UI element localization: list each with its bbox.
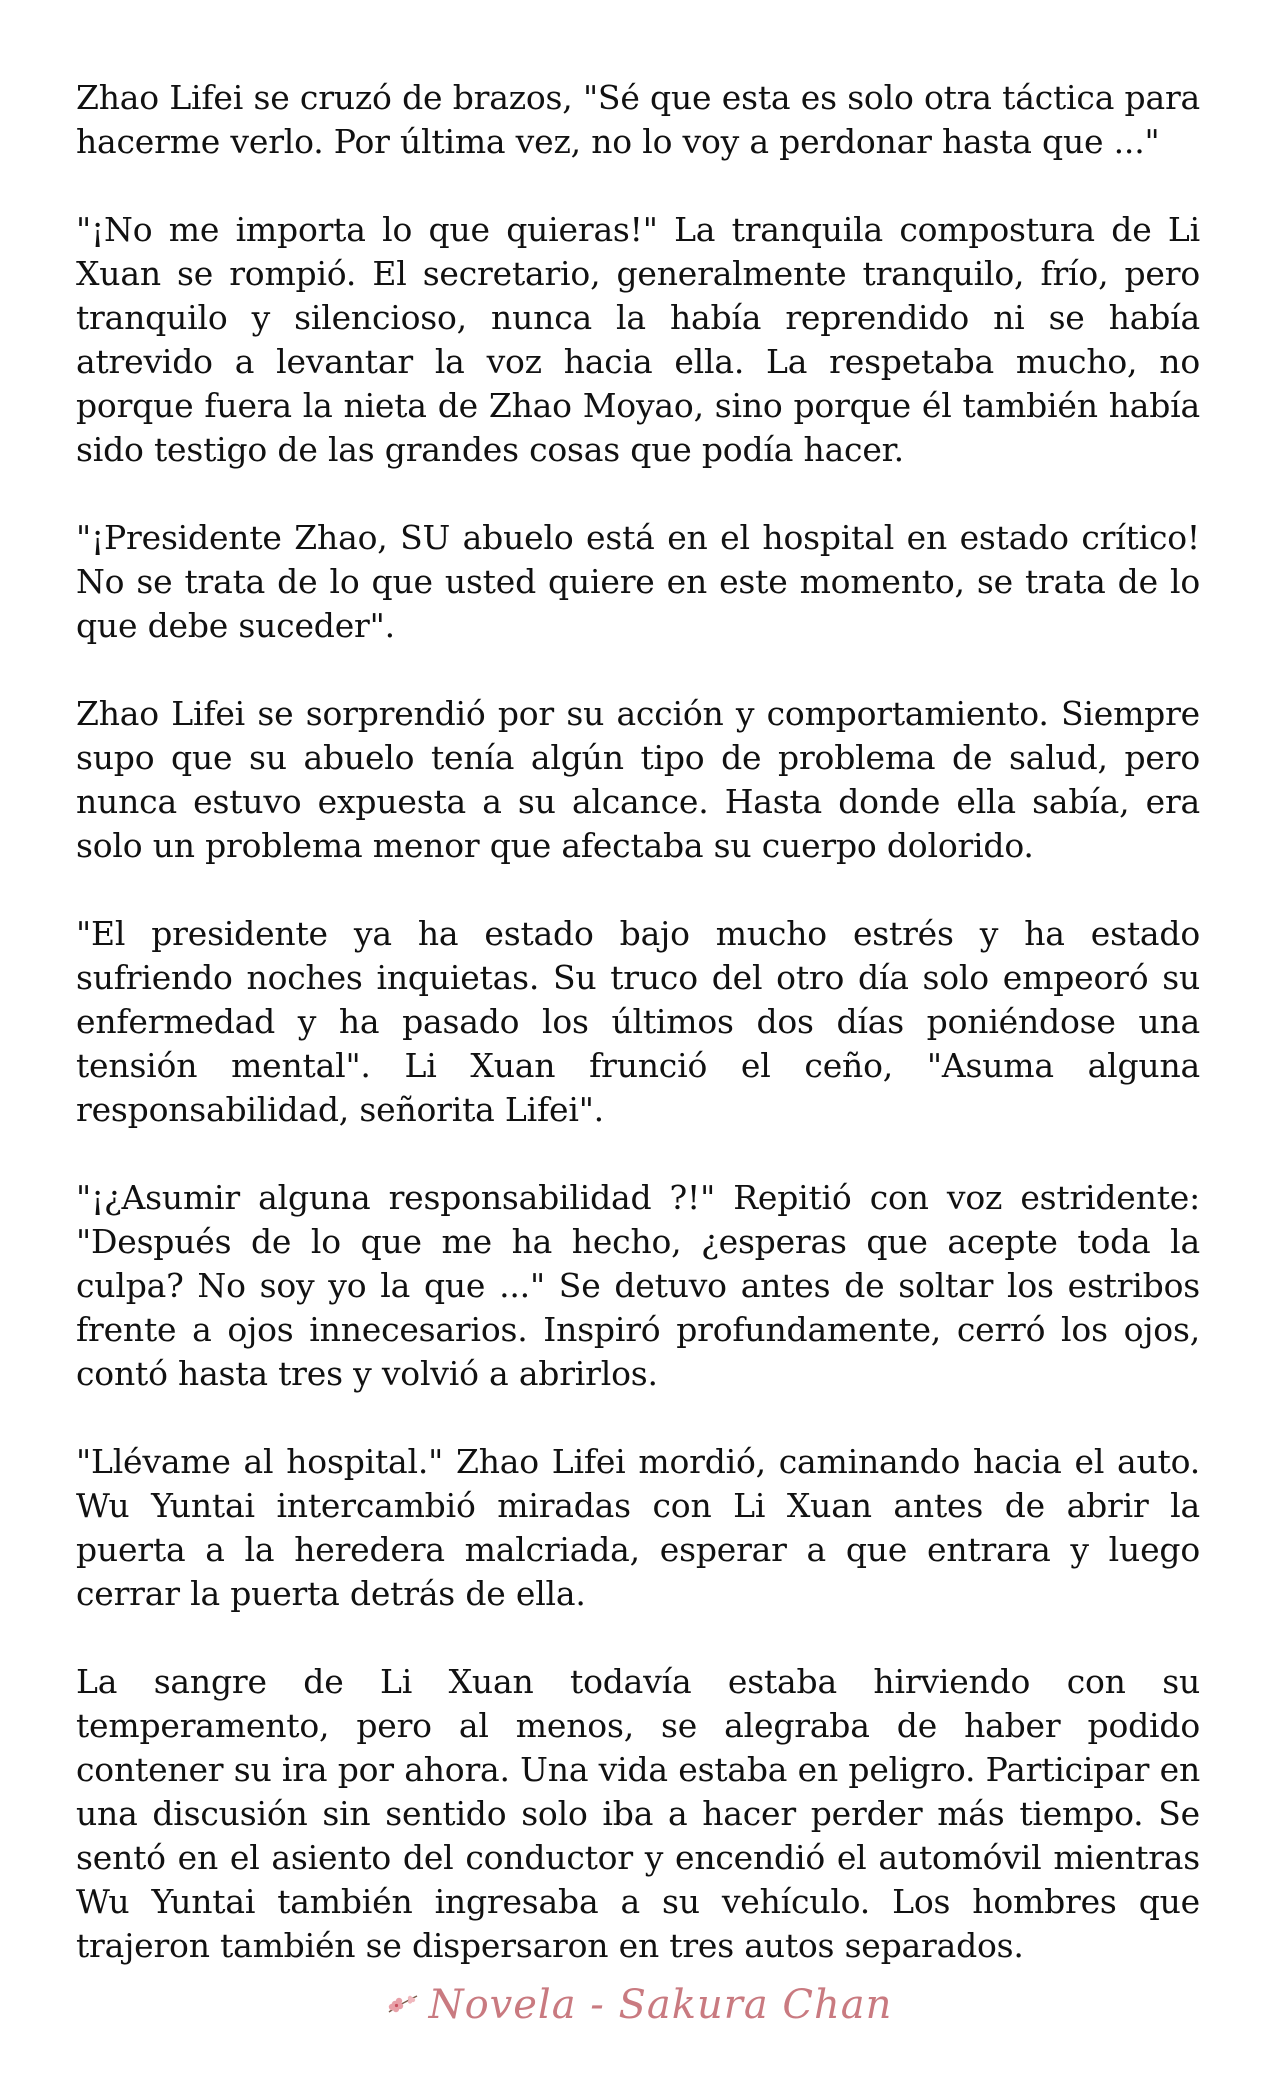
brand-label: Novela - Sakura Chan [428, 1982, 893, 2028]
paragraph: Zhao Lifei se cruzó de brazos, "Sé que esta es solo otra táctica para hacerme verlo. Por última vez, no lo voy a perdonar hasta que ..." [76, 78, 1200, 161]
paragraph: Zhao Lifei se sorprendió por su acción y comportamiento. Siempre supo que su abuelo tenía algún tipo de problema de salud, pero nunca estuvo expuesta a su alcance. Hasta donde ella sabía, era solo un problema menor que afectaba su cuerpo dolorido. [76, 694, 1200, 865]
paragraph: "El presidente ya ha estado bajo mucho estrés y ha estado sufriendo noches inquietas. Su truco del otro día solo empeoró su enfermedad y ha pasado los últimos dos días poniéndose una tensión mental". Li Xuan frunció el ceño, "Asuma alguna responsabilidad, señorita Lifei". [76, 914, 1200, 1129]
sakura-flower-icon [383, 1990, 421, 2020]
footer-brand-group [383, 1982, 893, 2028]
footer-watermark [0, 1982, 1275, 2028]
paragraph: La sangre de Li Xuan todavía estaba hirviendo con su temperamento, pero al menos, se alegraba de haber podido contener su ira por ahora. Una vida estaba en peligro. Participar en una discusión sin sentido solo iba a hacer perder más tiempo. Se sentó en el asiento del conductor y encendió el automóvil mientras Wu Yuntai también ingresaba a su vehículo. Los hombres que trajeron también se dispersaron en tres autos separados. [76, 1662, 1200, 1965]
document-body [76, 76, 1200, 2012]
paragraph: "¡Presidente Zhao, SU abuelo está en el hospital en estado crítico! No se trata de lo que usted quiere en este momento, se trata de lo que debe suceder". [76, 518, 1200, 645]
paragraph: "¡¿Asumir alguna responsabilidad ?!" Repitió con voz estridente: "Después de lo que me ha hecho, ¿esperas que acepte toda la culpa? No soy yo la que ..." Se detuvo antes de soltar los estribos frente a ojos innecesarios. Inspiró profundamente, cerró los ojos, contó hasta tres y volvió a abrirlos. [76, 1178, 1200, 1393]
paragraph: "¡No me importa lo que quieras!" La tranquila compostura de Li Xuan se rompió. El secretario, generalmente tranquilo, frío, pero tranquilo y silencioso, nunca la había reprendido ni se había atrevido a levantar la voz hacia ella. La respetaba mucho, no porque fuera la nieta de Zhao Moyao, sino porque él también había sido testigo de las grandes cosas que podía hacer. [76, 210, 1200, 469]
paragraph: "Llévame al hospital." Zhao Lifei mordió, caminando hacia el auto. Wu Yuntai intercambió miradas con Li Xuan antes de abrir la puerta a la heredera malcriada, esperar a que entrara y luego cerrar la puerta detrás de ella. [76, 1442, 1200, 1613]
